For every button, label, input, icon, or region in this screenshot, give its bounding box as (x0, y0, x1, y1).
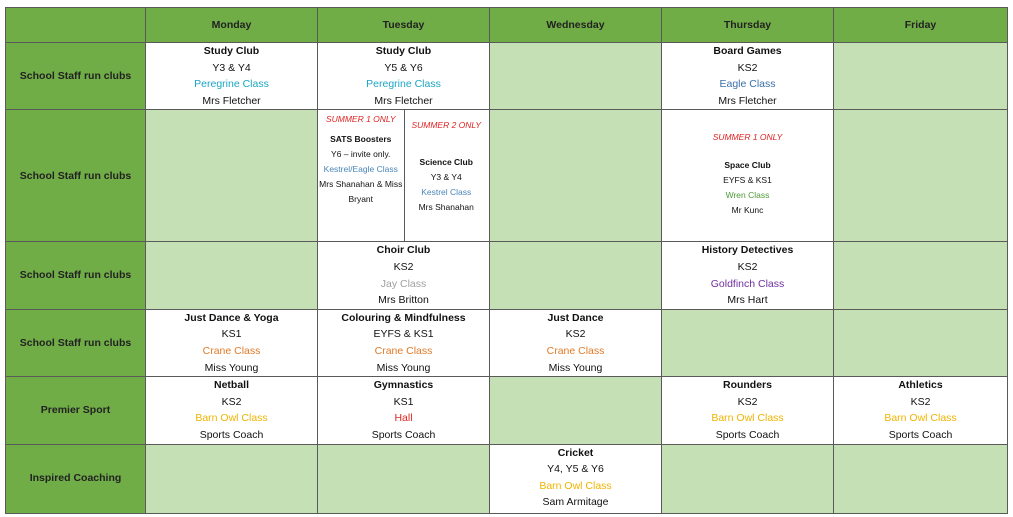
class-name: Peregrine Class (194, 78, 269, 91)
year-group: Y3 & Y4 (212, 61, 251, 74)
year-group: KS2 (393, 260, 414, 273)
year-group: EYFS & KS1 (723, 175, 772, 186)
year-group: EYFS & KS1 (373, 328, 434, 341)
class-name: Kestrel/Eagle Class (323, 164, 398, 175)
club-title: Study Club (203, 45, 260, 57)
staff-name: Mrs Fletcher (202, 94, 261, 107)
row-label: School Staff run clubs (6, 309, 146, 376)
empty-slot (834, 444, 1008, 513)
class-name: Crane Class (546, 344, 605, 357)
table-row (6, 377, 1008, 444)
club-cell-choir-club (318, 242, 490, 309)
club-title: Colouring & Mindfulness (341, 311, 466, 324)
club-cell-cricket (490, 444, 662, 513)
split-cell (318, 110, 490, 242)
class-name: Jay Class (380, 277, 427, 290)
club-cell-gymnastics (318, 377, 490, 444)
class-name: Kestrel Class (421, 187, 472, 198)
year-group: Y3 & Y4 (430, 172, 462, 183)
staff-name: Sports Coach (715, 428, 780, 441)
staff-name: Sports Coach (199, 428, 264, 441)
empty-slot (146, 110, 318, 242)
empty-slot (834, 43, 1008, 110)
year-group: KS2 (565, 328, 586, 341)
staff-name: Sam Armitage (542, 496, 609, 509)
term-note: SUMMER 2 ONLY (411, 120, 482, 131)
year-group: Y6 – invite only. (331, 149, 391, 160)
table-row (6, 110, 1008, 242)
empty-slot (834, 309, 1008, 376)
club-title: History Detectives (701, 244, 794, 257)
day-header-wednesday: Wednesday (490, 8, 662, 43)
empty-slot (146, 242, 318, 309)
empty-slot (146, 444, 318, 513)
club-cell-athletics (834, 377, 1008, 444)
empty-slot (834, 110, 1008, 242)
year-group: Y5 & Y6 (384, 61, 423, 74)
year-group: KS1 (221, 328, 242, 341)
empty-slot (490, 242, 662, 309)
club-title: Science Club (419, 157, 473, 168)
staff-name: Sports Coach (371, 428, 436, 441)
club-cell-rounders (662, 377, 834, 444)
club-cell-just-dance (490, 309, 662, 376)
club-cell-board-games (662, 43, 834, 110)
row-label: School Staff run clubs (6, 110, 146, 242)
club-title: Netball (213, 379, 249, 392)
club-title: Cricket (557, 446, 594, 459)
staff-name: Mrs Fletcher (374, 94, 433, 107)
class-name: Crane Class (374, 344, 433, 357)
class-name: Barn Owl Class (539, 479, 612, 492)
class-name: Goldfinch Class (710, 277, 785, 290)
club-title: Choir Club (376, 244, 431, 257)
year-group: KS2 (221, 395, 242, 408)
day-header-tuesday: Tuesday (318, 8, 490, 43)
club-title: Board Games (713, 45, 782, 57)
staff-name: Mrs Fletcher (718, 94, 777, 107)
class-name: Barn Owl Class (884, 412, 957, 425)
staff-name: Miss Young (548, 361, 603, 374)
class-name: Barn Owl Class (195, 412, 268, 425)
club-cell-science-club (404, 110, 490, 241)
year-group: Y4, Y5 & Y6 (547, 463, 604, 476)
club-title: Space Club (724, 160, 771, 171)
day-header-thursday: Thursday (662, 8, 834, 43)
club-cell-history-detectives (662, 242, 834, 309)
row-label: Premier Sport (6, 377, 146, 444)
club-timetable (5, 7, 1008, 514)
club-cell-study-club (318, 43, 490, 110)
club-cell-sats-boosters (318, 110, 405, 241)
empty-slot (490, 43, 662, 110)
staff-name: Miss Young (204, 361, 259, 374)
club-title: Just Dance (547, 311, 604, 324)
year-group: KS2 (737, 395, 758, 408)
club-title: Gymnastics (373, 379, 434, 392)
table-row (6, 242, 1008, 309)
staff-name: Sports Coach (888, 428, 953, 441)
class-name: Barn Owl Class (711, 412, 784, 425)
club-title: Just Dance & Yoga (184, 311, 279, 324)
table-row (6, 309, 1008, 376)
day-header-friday: Friday (834, 8, 1008, 43)
class-name: Wren Class (725, 190, 770, 201)
term-note: SUMMER 1 ONLY (325, 114, 396, 125)
year-group: KS2 (737, 61, 758, 74)
class-name: Crane Class (202, 344, 261, 357)
table-row (6, 444, 1008, 513)
club-title: Athletics (898, 379, 943, 392)
class-name: Eagle Class (719, 78, 776, 91)
empty-slot (318, 444, 490, 513)
class-name: Peregrine Class (366, 78, 441, 91)
club-title: Rounders (722, 379, 772, 392)
club-cell-colouring-mindfulness (318, 309, 490, 376)
table-row (6, 43, 1008, 110)
empty-slot (662, 444, 834, 513)
staff-name: Mrs Shanahan & Miss Bryant (319, 179, 403, 205)
corner-cell (6, 8, 146, 43)
staff-name: Mr Kunc (731, 205, 764, 216)
day-header-monday: Monday (146, 8, 318, 43)
staff-name: Mrs Hart (727, 294, 768, 307)
row-label: Inspired Coaching (6, 444, 146, 513)
year-group: KS2 (910, 395, 931, 408)
club-title: Study Club (375, 45, 432, 57)
club-cell-study-club (146, 43, 318, 110)
empty-slot (490, 110, 662, 242)
header-row (6, 8, 1008, 43)
staff-name: Mrs Shanahan (418, 202, 474, 213)
class-name: Hall (394, 412, 413, 425)
club-cell-just-dance-yoga (146, 309, 318, 376)
empty-slot (490, 377, 662, 444)
year-group: KS2 (737, 260, 758, 273)
row-label: School Staff run clubs (6, 43, 146, 110)
term-note: SUMMER 1 ONLY (712, 132, 783, 143)
row-label: School Staff run clubs (6, 242, 146, 309)
empty-slot (834, 242, 1008, 309)
club-title: SATS Boosters (330, 134, 392, 145)
staff-name: Mrs Britton (378, 294, 429, 307)
empty-slot (662, 309, 834, 376)
club-cell-space-club (662, 110, 834, 242)
club-cell-netball (146, 377, 318, 444)
year-group: KS1 (393, 395, 414, 408)
staff-name: Miss Young (376, 361, 431, 374)
